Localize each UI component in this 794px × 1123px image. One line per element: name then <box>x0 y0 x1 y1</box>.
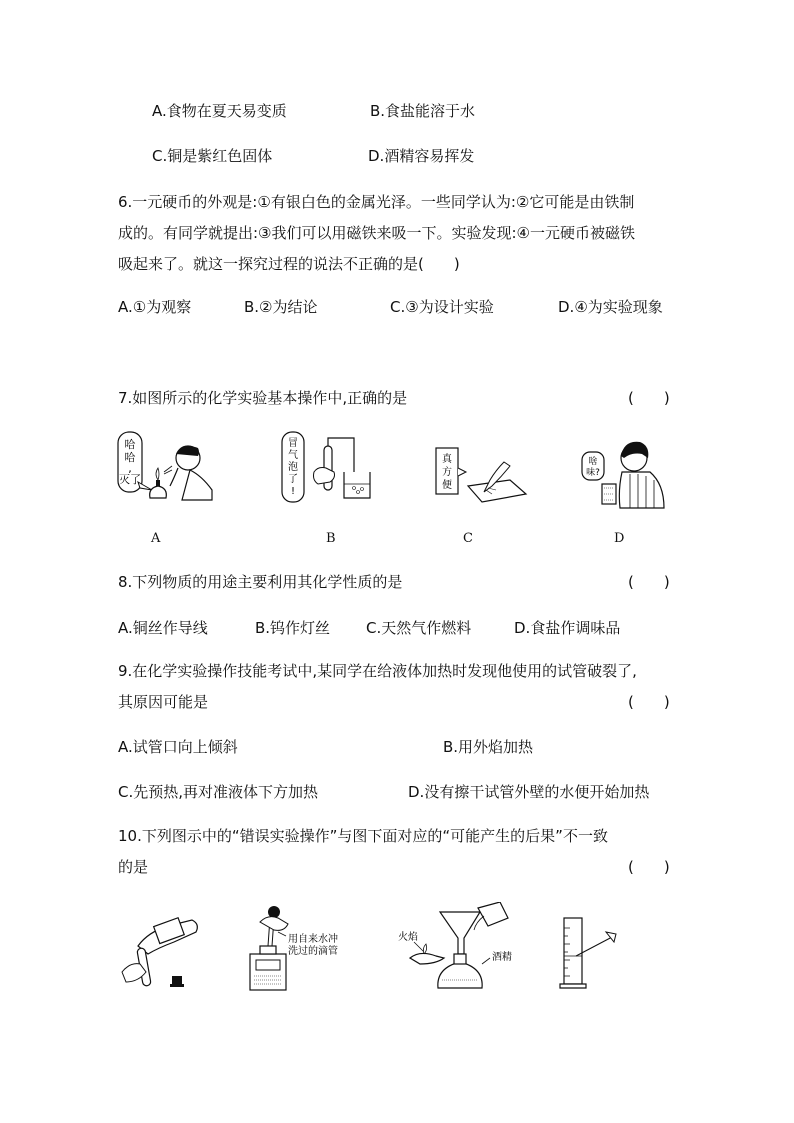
flame-label: 火焰 <box>398 932 418 943</box>
q6-option-d: D.④为实验现象 <box>558 298 663 316</box>
q10-figure-2 <box>244 902 354 994</box>
q6-option-b: B.②为结论 <box>244 298 318 316</box>
svg-text:真: 真 <box>442 454 452 465</box>
q5-option-b: B.食盐能溶于水 <box>370 102 476 120</box>
dropper-bulb-icon <box>268 906 280 918</box>
eye-icon <box>606 932 616 942</box>
q7-label-d: D <box>614 531 625 546</box>
q10-figure-1 <box>118 902 208 994</box>
q7-figure-b <box>278 428 378 510</box>
alcohol-label: 酒精 <box>492 952 512 963</box>
hand-icon <box>410 953 444 964</box>
svg-text:哈: 哈 <box>124 451 136 464</box>
q8-option-b: B.钨作灯丝 <box>255 619 331 637</box>
svg-text:,: , <box>128 462 132 475</box>
q5-option-c: C.铜是紫红色固体 <box>152 147 273 165</box>
bubble-text-a1: 哈 <box>124 438 136 451</box>
q8-option-a: A.铜丝作导线 <box>118 619 208 637</box>
svg-text:了: 了 <box>288 474 298 485</box>
q9-option-d: D.没有擦干试管外壁的水便开始加热 <box>408 783 650 801</box>
q6-option-c: C.③为设计实验 <box>390 298 494 316</box>
q8-stem: 8.下列物质的用途主要利用其化学性质的是 <box>118 573 403 591</box>
q8-option-d: D.食盐作调味品 <box>514 619 621 637</box>
q10-figure-4 <box>556 912 626 994</box>
beaker-icon <box>344 472 370 498</box>
q6-stem-line-3: 吸起来了。就这一探究过程的说法不正确的是( ) <box>118 255 460 273</box>
alcohol-lamp-icon <box>438 962 482 988</box>
q5-option-a: A.食物在夏天易变质 <box>152 102 287 120</box>
svg-text:冒: 冒 <box>288 438 298 449</box>
dropper-note-line-2: 洗过的滴管 <box>288 946 338 957</box>
alcohol-lamp-icon <box>150 486 167 498</box>
svg-text:泡: 泡 <box>288 462 298 473</box>
q10-stem-line-1: 10.下列图示中的“错误实验操作”与图下面对应的“可能产生的后果”不一致 <box>118 827 608 845</box>
q10-stem-line-2: 的是 <box>118 858 149 876</box>
q7-figure-c <box>430 440 530 506</box>
q7-label-b: B <box>326 531 336 546</box>
q9-option-a: A.试管口向上倾斜 <box>118 738 238 756</box>
svg-text:便: 便 <box>442 480 452 491</box>
paper-icon <box>468 480 526 502</box>
q9-answer-paren: ( ) <box>628 693 670 711</box>
q8-option-c: C.天然气作燃料 <box>366 619 472 637</box>
q9-stem-line-2: 其原因可能是 <box>118 693 209 711</box>
svg-text:方: 方 <box>442 467 452 478</box>
q9-option-b: B.用外焰加热 <box>443 738 534 756</box>
beaker-icon <box>478 902 508 926</box>
dropper-bottle-icon <box>250 954 286 990</box>
q9-option-c: C.先预热,再对准液体下方加热 <box>118 783 319 801</box>
q6-stem-line-2: 成的。有同学就提出:③我们可以用磁铁来吸一下。实验发现:④一元硬币被磁铁 <box>118 224 636 242</box>
q8-answer-paren: ( ) <box>628 573 670 591</box>
svg-text:灭了: 灭了 <box>119 473 141 486</box>
q7-label-c: C <box>463 531 473 546</box>
q7-label-a: A <box>151 531 161 546</box>
funnel-icon <box>440 912 480 954</box>
q7-figure-a <box>112 428 222 510</box>
q6-stem-line-1: 6.一元硬币的外观是:①有银白色的金属光泽。一些同学认为:②它可能是由铁制 <box>118 193 635 211</box>
q5-option-d: D.酒精容易挥发 <box>368 147 475 165</box>
q9-stem-line-1: 9.在化学实验操作技能考试中,某同学在给液体加热时发现他使用的试管破裂了, <box>118 662 637 680</box>
svg-text:气: 气 <box>288 450 298 461</box>
q7-stem: 7.如图所示的化学实验基本操作中,正确的是 <box>118 389 408 407</box>
dropper-note-line-1: 用自来水冲 <box>288 934 338 945</box>
q10-figure-3 <box>396 902 526 994</box>
q10-answer-paren: ( ) <box>628 858 670 876</box>
q7-figure-d <box>578 432 668 510</box>
q6-option-a: A.①为观察 <box>118 298 192 316</box>
svg-text:味?: 味? <box>586 468 600 478</box>
svg-text:啥: 啥 <box>588 457 598 467</box>
stopper-icon <box>172 976 182 984</box>
q7-answer-paren: ( ) <box>628 389 670 407</box>
svg-text:!: ! <box>290 486 296 497</box>
